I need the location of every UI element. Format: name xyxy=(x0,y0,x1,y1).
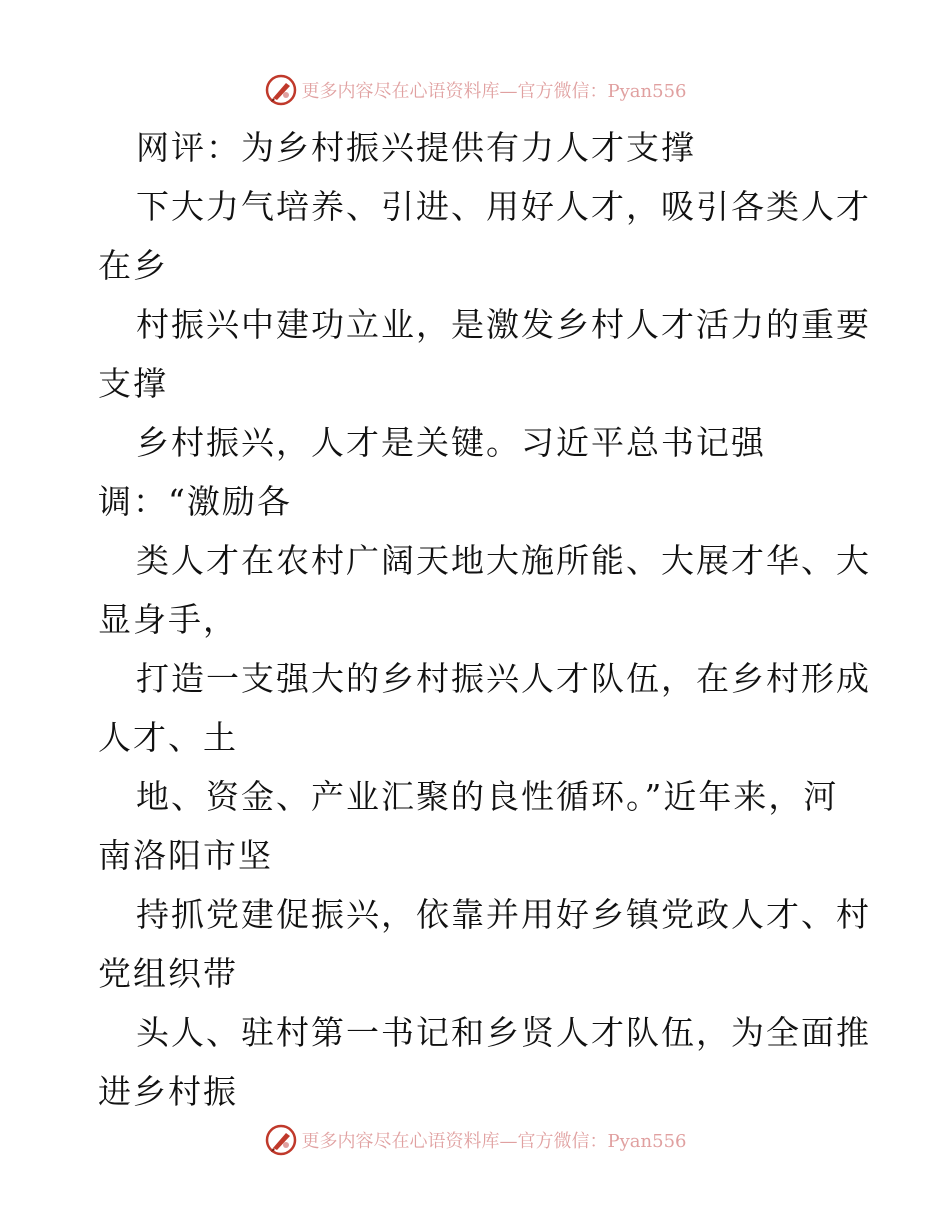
watermark-text: 更多内容尽在心语资料库—官方微信：Pyan556 xyxy=(301,81,687,102)
paragraph-line: 头人、驻村第一书记和乡贤人才队伍，为全面推 xyxy=(136,1013,871,1052)
paragraph-line: 显身手， xyxy=(98,600,238,639)
paragraph-line: 村振兴中建功立业，是激发乡村人才活力的重要 xyxy=(136,305,871,344)
paragraph-line: 乡村振兴，人才是关键。习近平总书记强 xyxy=(136,423,766,462)
footer-watermark xyxy=(0,1120,950,1160)
header-watermark xyxy=(0,70,950,110)
paragraph-line: 调：“激励各 xyxy=(98,482,292,521)
paragraph-line: 在乡 xyxy=(98,246,168,285)
paragraph-line: 持抓党建促振兴，依靠并用好乡镇党政人才、村 xyxy=(136,895,871,934)
paragraph-line: 下大力气培养、引进、用好人才，吸引各类人才 xyxy=(136,187,871,226)
pen-seal-icon xyxy=(264,73,298,107)
document-title: 网评：为乡村振兴提供有力人才支撑 xyxy=(136,128,696,167)
paragraph-line: 南洛阳市坚 xyxy=(98,836,273,875)
paragraph-line: 类人才在农村广阔天地大施所能、大展才华、大 xyxy=(136,541,871,580)
paragraph-line: 党组织带 xyxy=(98,954,238,993)
paragraph-line: 进乡村振 xyxy=(98,1072,238,1111)
paragraph-line: 人才、土 xyxy=(98,718,238,757)
paragraph-line: 支撑 xyxy=(98,364,168,403)
pen-seal-icon xyxy=(264,1123,298,1157)
watermark-text: 更多内容尽在心语资料库—官方微信：Pyan556 xyxy=(301,1131,687,1152)
document-body xyxy=(98,118,871,1121)
paragraph-line: 打造一支强大的乡村振兴人才队伍，在乡村形成 xyxy=(136,659,871,698)
paragraph-line: 地、资金、产业汇聚的良性循环。”近年来，河 xyxy=(136,777,839,816)
